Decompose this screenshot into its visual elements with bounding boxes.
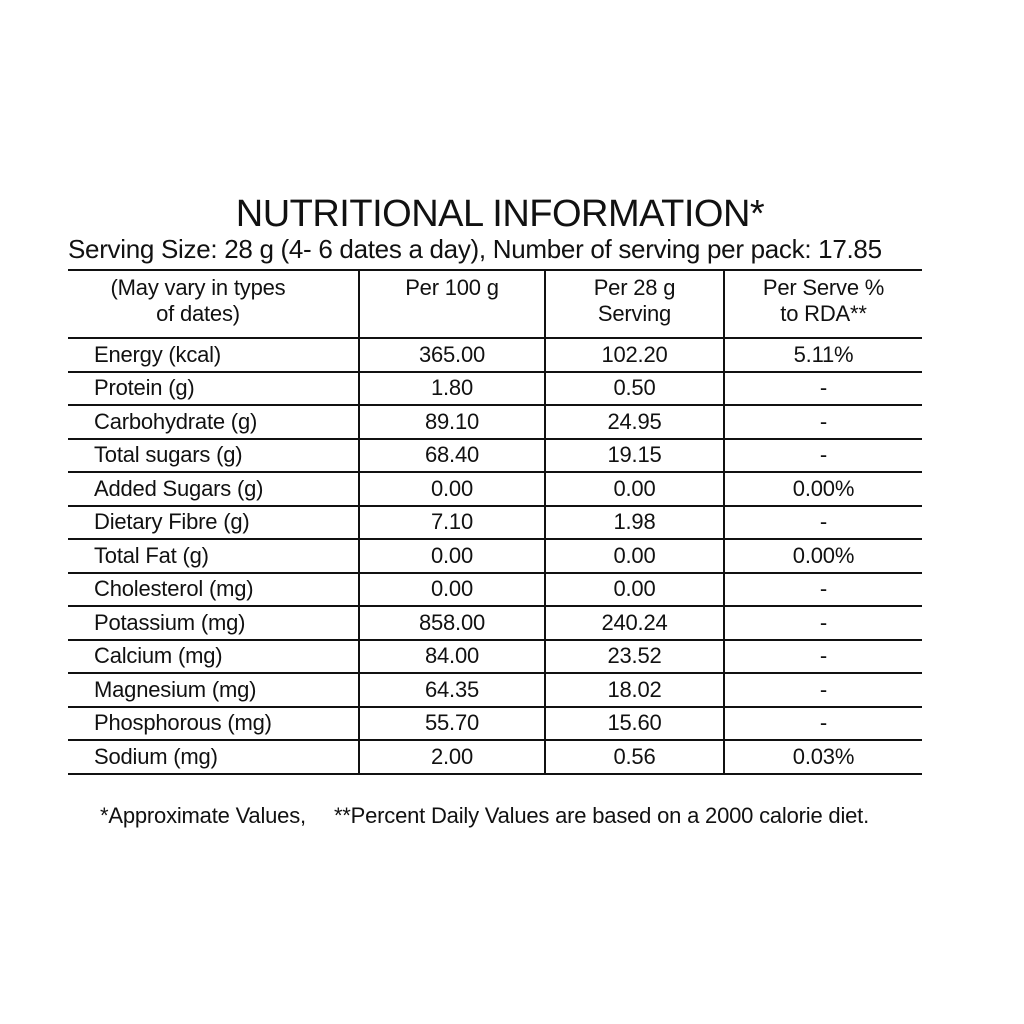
value-per-serving: 0.00: [545, 539, 724, 573]
rda-percent: -: [724, 707, 922, 741]
rda-percent: -: [724, 405, 922, 439]
serving-size-line: Serving Size: 28 g (4- 6 dates a day), Number of serving per pack: 17.85: [68, 234, 882, 264]
header-rda-percent: [724, 270, 922, 338]
rda-percent: -: [724, 372, 922, 406]
value-per-serving: 23.52: [545, 640, 724, 674]
table-row: [68, 472, 922, 506]
header-per-100g: [359, 270, 545, 338]
header-item-column: [68, 270, 359, 338]
rda-percent: -: [724, 573, 922, 607]
nutrient-name: Energy (kcal): [68, 338, 359, 372]
table-row: [68, 673, 922, 707]
value-per-100g: 55.70: [359, 707, 545, 741]
nutrient-name: Sodium (mg): [68, 740, 359, 774]
header-line: to RDA**: [780, 301, 867, 326]
value-per-100g: 365.00: [359, 338, 545, 372]
rda-percent: -: [724, 606, 922, 640]
value-per-serving: 24.95: [545, 405, 724, 439]
table-row: [68, 405, 922, 439]
rda-percent: -: [724, 439, 922, 473]
value-per-serving: 19.15: [545, 439, 724, 473]
header-line: (May vary in types: [110, 275, 286, 300]
value-per-serving: 18.02: [545, 673, 724, 707]
value-per-serving: 240.24: [545, 606, 724, 640]
rda-percent: -: [724, 640, 922, 674]
nutrient-name: Potassium (mg): [68, 606, 359, 640]
table-row: [68, 740, 922, 774]
value-per-serving: 0.00: [545, 573, 724, 607]
footnote: [100, 801, 869, 831]
nutrient-name: Dietary Fibre (g): [68, 506, 359, 540]
table-row: [68, 338, 922, 372]
value-per-100g: 1.80: [359, 372, 545, 406]
nutrient-name: Total Fat (g): [68, 539, 359, 573]
table-header-row: [68, 270, 922, 338]
nutrition-table: [68, 269, 922, 775]
nutrient-name: Phosphorous (mg): [68, 707, 359, 741]
rda-percent: -: [724, 506, 922, 540]
value-per-100g: 84.00: [359, 640, 545, 674]
value-per-serving: 0.56: [545, 740, 724, 774]
rda-percent: 0.03%: [724, 740, 922, 774]
page-title: NUTRITIONAL INFORMATION*: [235, 193, 765, 235]
header-line: Per Serve %: [762, 275, 885, 300]
value-per-100g: 0.00: [359, 472, 545, 506]
value-per-100g: 89.10: [359, 405, 545, 439]
table-row: [68, 439, 922, 473]
value-per-serving: 0.00: [545, 472, 724, 506]
table-row: [68, 640, 922, 674]
nutrient-name: Magnesium (mg): [68, 673, 359, 707]
nutrient-name: Calcium (mg): [68, 640, 359, 674]
value-per-serving: 15.60: [545, 707, 724, 741]
nutrient-name: Added Sugars (g): [68, 472, 359, 506]
value-per-100g: 64.35: [359, 673, 545, 707]
value-per-100g: 858.00: [359, 606, 545, 640]
nutrient-name: Total sugars (g): [68, 439, 359, 473]
header-line: Serving: [597, 301, 672, 326]
table-row: [68, 506, 922, 540]
header-line: Per 100 g: [405, 275, 499, 300]
table-row: [68, 573, 922, 607]
header-line: Per 28 g: [593, 275, 676, 300]
nutrient-name: Protein (g): [68, 372, 359, 406]
header-line: of dates): [156, 301, 240, 326]
table-row: [68, 606, 922, 640]
rda-percent: -: [724, 673, 922, 707]
footnote-daily-values: **Percent Daily Values are based on a 2000 calorie diet.: [333, 803, 869, 828]
rda-percent: 0.00%: [724, 472, 922, 506]
rda-percent: 0.00%: [724, 539, 922, 573]
rda-percent: 5.11%: [724, 338, 922, 372]
footnote-approximate: *Approximate Values,: [100, 803, 306, 828]
value-per-serving: 1.98: [545, 506, 724, 540]
header-per-serving: [545, 270, 724, 338]
value-per-100g: 7.10: [359, 506, 545, 540]
table-row: [68, 707, 922, 741]
value-per-serving: 0.50: [545, 372, 724, 406]
table-row: [68, 372, 922, 406]
value-per-100g: 68.40: [359, 439, 545, 473]
value-per-serving: 102.20: [545, 338, 724, 372]
nutrient-name: Carbohydrate (g): [68, 405, 359, 439]
table-row: [68, 539, 922, 573]
nutrient-name: Cholesterol (mg): [68, 573, 359, 607]
value-per-100g: 2.00: [359, 740, 545, 774]
value-per-100g: 0.00: [359, 573, 545, 607]
value-per-100g: 0.00: [359, 539, 545, 573]
